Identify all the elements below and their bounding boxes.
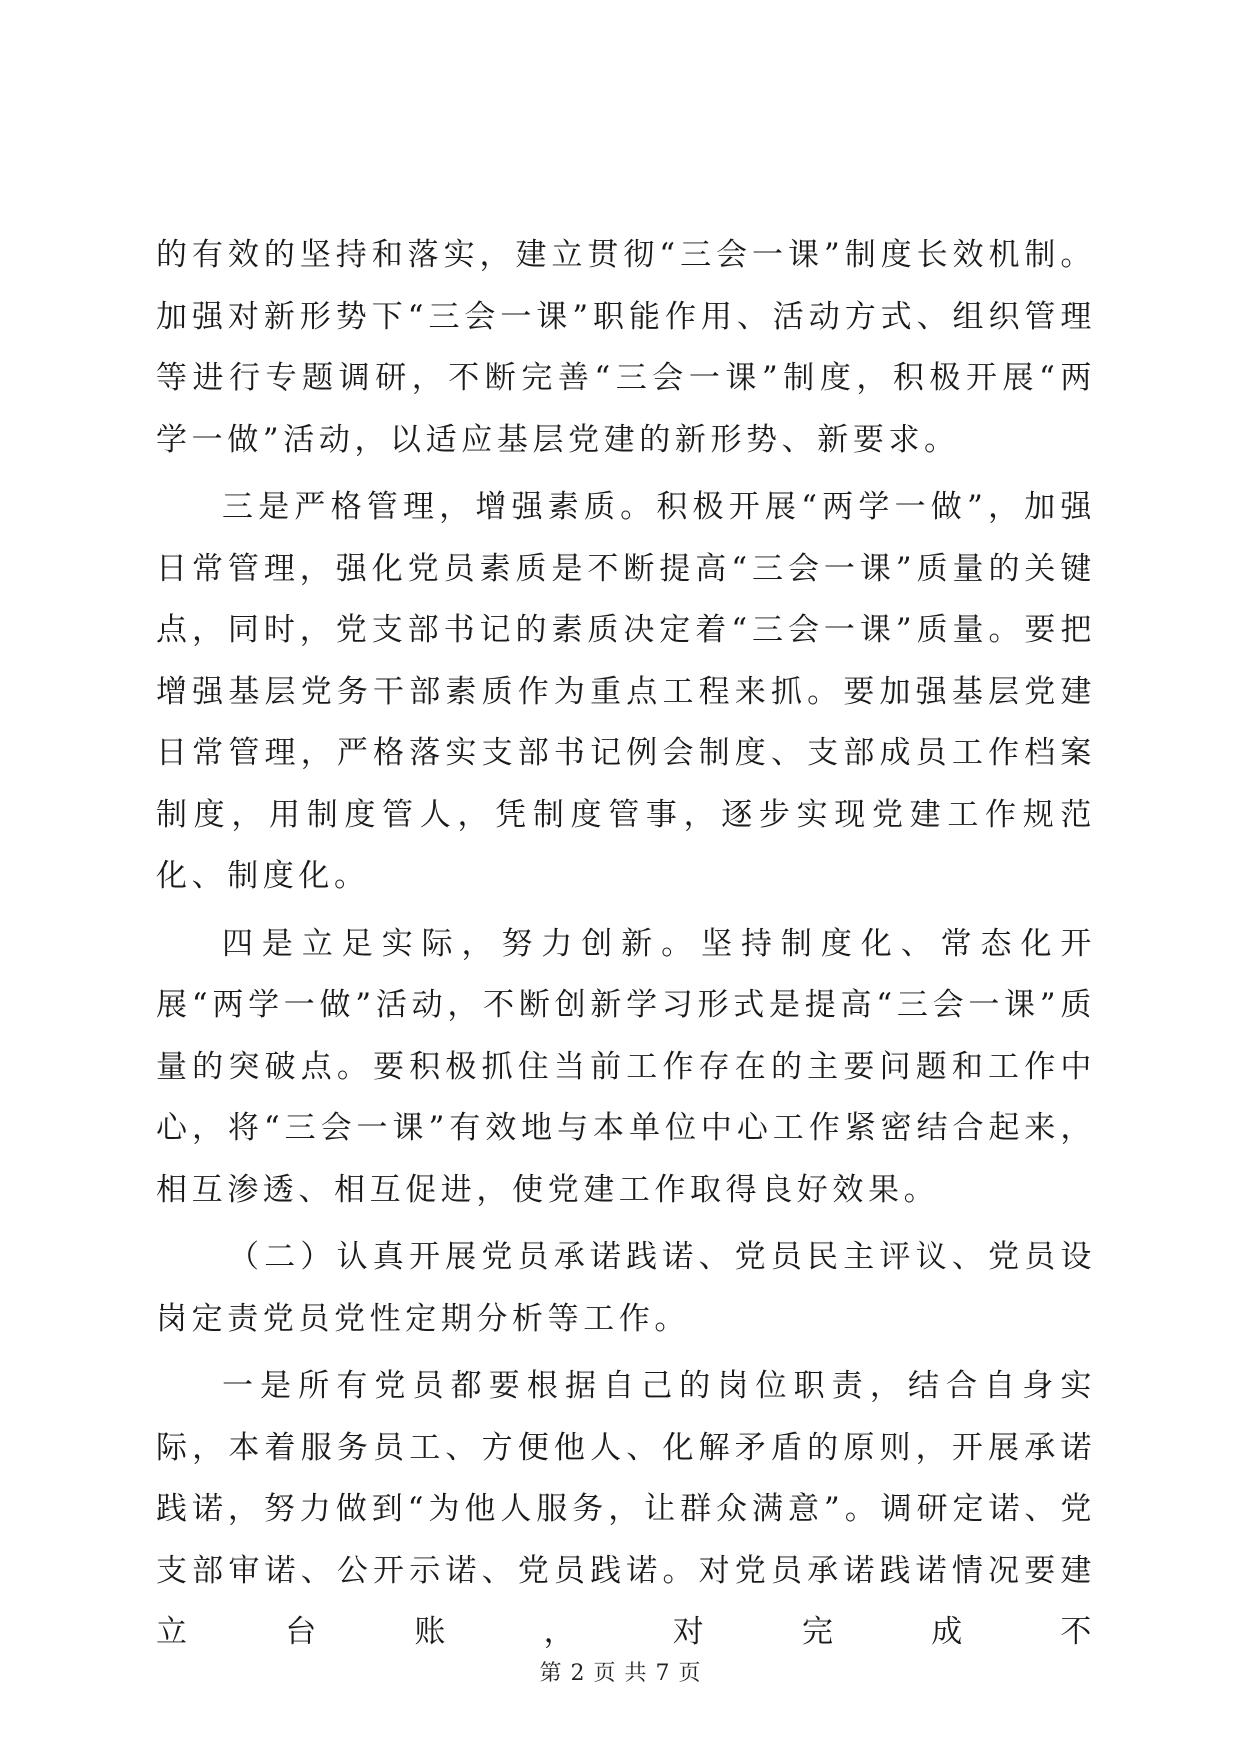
paragraph-4-subheading: （二）认真开展党员承诺践诺、党员民主评议、党员设岗定责党员党性定期分析等工作。: [156, 1239, 1096, 1337]
paragraph-3: 四是立足实际，努力创新。坚持制度化、常态化开展“两学一做”活动，不断创新学习形式是提高“三会一课”质量的突破点。要积极抓住当前工作存在的主要问题和工作中心，将“三会一课”有效地与本单位中心工作紧密结合起来，相互渗透、相互促进，使党建工作取得良好效果。: [156, 925, 1096, 1208]
paragraph-2: 三是严格管理，增强素质。积极开展“两学一做”，加强日常管理，强化党员素质是不断提高“三会一课”质量的关键点，同时，党支部书记的素质决定着“三会一课”质量。要把增强基层党务干部素质作为重点工程来抓。要加强基层党建日常管理，严格落实支部书记例会制度、支部成员工作档案制度，用制度管人，凭制度管事，逐步实现党建工作规范化、制度化。: [156, 489, 1096, 894]
document-body: [156, 225, 1096, 1670]
page-number-footer: 第 2 页 共 7 页: [539, 1661, 702, 1686]
paragraph-1: 的有效的坚持和落实，建立贯彻“三会一课”制度长效机制。加强对新形势下“三会一课”职能作用、活动方式、组织管理等进行专题调研，不断完善“三会一课”制度，积极开展“两学一做”活动，以适应基层党建的新形势、新要求。: [156, 237, 1096, 458]
paragraph-5: 一是所有党员都要根据自己的岗位职责，结合自身实际，本着服务员工、方便他人、化解矛盾的原则，开展承诺践诺，努力做到“为他人服务，让群众满意”。调研定诺、党支部审诺、公开示诺、党员践诺。对党员承诺践诺情况要建立台账，对完成不: [156, 1368, 1096, 1650]
